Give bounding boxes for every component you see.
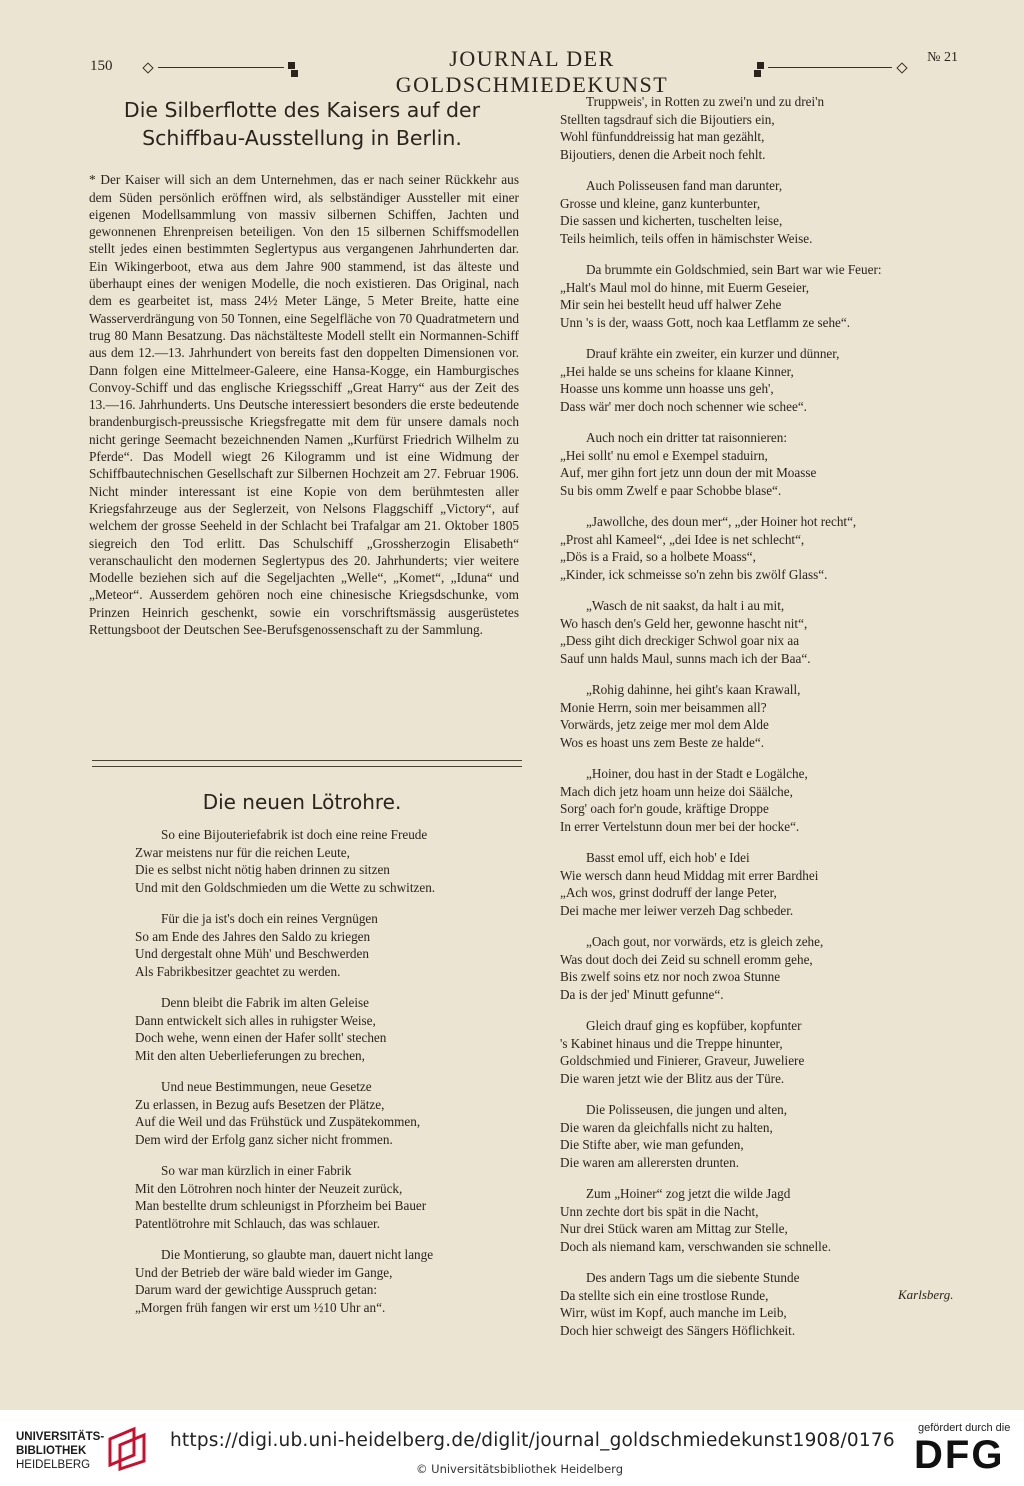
poem-stanza xyxy=(135,910,535,980)
poem-line: „Hei halde se uns scheins for klaane Kinner, xyxy=(560,363,794,379)
poem-line: Da is der jed' Minutt gefunne“. xyxy=(560,986,724,1002)
title-line-1: Die Silberflotte des Kaisers auf der xyxy=(123,98,481,122)
poem-line: Patentlötrohre mit Schlauch, das was schlauer. xyxy=(135,1215,381,1231)
header-rule-left xyxy=(158,67,284,68)
poem-line: Mit den Lötrohren noch hinter der Neuzeit zurück, xyxy=(135,1180,403,1196)
library-emblem-icon xyxy=(104,1425,154,1471)
poem-line: Stellten tagsdrauf sich die Bijoutiers ein, xyxy=(560,111,775,127)
poem-stanza xyxy=(135,994,535,1064)
author-signature: Karlsberg. xyxy=(898,1287,954,1302)
poem-line: „Kinder, ick schmeisse so'n zehn bis zwölf Glass“. xyxy=(560,566,828,582)
poem-line: „Oach gout, nor vorwärds, etz is gleich zehe, xyxy=(586,934,824,949)
library-name-line-1: UNIVERSITÄTS- xyxy=(16,1431,105,1443)
poem-stanza xyxy=(135,1078,535,1148)
poem-column-right xyxy=(560,93,970,1353)
poem-stanza xyxy=(560,597,970,667)
poem-line: Wie wersch dann heud Middag mit errer Bardhei xyxy=(560,867,819,883)
poem-line: Unn 's is der, waass Gott, noch kaa Letflamm ze sehe“. xyxy=(560,314,851,330)
poem-line: Goldschmied und Finierer, Graveur, Juweliere xyxy=(560,1053,805,1068)
poem-line: Darum ward der gewichtige Ausspruch getan: xyxy=(135,1282,378,1297)
poem-stanza xyxy=(560,1101,970,1171)
poem-stanza xyxy=(560,513,970,583)
poem-line: Doch als niemand kam, verschwanden sie schnelle. xyxy=(560,1238,831,1254)
copyright-notice: © Universitätsbibliothek Heidelberg xyxy=(416,1462,624,1476)
poem-line: Und mit den Goldschmieden um die Wette zu schwitzen. xyxy=(135,879,436,895)
article-title-silberflotte xyxy=(92,96,512,152)
page-header xyxy=(60,44,970,97)
poem-line: Denn bleibt die Fabrik im alten Geleise xyxy=(161,995,370,1010)
poem-stanza xyxy=(560,765,970,835)
poem-line: Grosse und kleine, ganz kunterbunter, xyxy=(560,195,761,211)
article-title-loetrohre: Die neuen Lötrohre. xyxy=(202,790,402,814)
poem-column-left xyxy=(135,826,535,1330)
poem-line: Die sassen und kicherten, tuschelten leise, xyxy=(560,213,783,228)
poem-line: Dass wär' mer doch noch schenner wie schee“. xyxy=(560,398,807,414)
poem-line: Was dout doch dei Zeid su schnell eromm gehe, xyxy=(560,951,813,967)
poem-line: Zwar meistens nur für die reichen Leute, xyxy=(135,844,350,860)
poem-stanza xyxy=(560,429,970,499)
poem-line: Sorg' oach for'n goude, kräftige Droppe xyxy=(560,801,769,816)
poem-line: Als Fabrikbesitzer geachtet zu werden. xyxy=(135,963,341,979)
poem-line: „Dess giht dich dreckiger Schwol goar nix aa xyxy=(560,633,800,648)
poem-line: Monie Herrn, soin mer beisammen all? xyxy=(560,699,767,715)
journal-title: JOURNAL DER GOLDSCHMIEDEKUNST xyxy=(395,46,669,97)
ornament-square-icon xyxy=(291,70,298,77)
dfg-logo[interactable]: DFG xyxy=(914,1433,1005,1477)
poem-line: Und dergestalt ohne Müh' und Beschwerden xyxy=(135,946,369,961)
poem-line: Die waren am allerersten drunten. xyxy=(560,1154,740,1170)
poem-line: Zu erlassen, in Bezug aufs Besetzen der Plätze, xyxy=(135,1096,385,1112)
poem-stanza xyxy=(560,933,970,1003)
poem-stanza xyxy=(560,1017,970,1087)
poem-line: Die Montierung, so glaubte man, dauert nicht lange xyxy=(161,1247,434,1262)
title-line-2: Schiffbau-Ausstellung in Berlin. xyxy=(142,126,462,150)
poem-line: Hoasse uns komme unn hoasse uns geh', xyxy=(560,381,774,396)
poem-line: Mach dich jetz hoam unn heize doi Säälche, xyxy=(560,783,793,799)
ornament-square-icon xyxy=(288,62,295,69)
document-url-link[interactable]: https://digi.ub.uni-heidelberg.de/diglit/journal_goldschmiedekunst1908/0176 xyxy=(170,1430,895,1451)
poem-line: „Prost ahl Kameel“, „dei Idee is net schlecht“, xyxy=(560,531,805,547)
poem-line: 's Kabinet hinaus und die Treppe hinunter, xyxy=(560,1035,783,1051)
header-rule-right xyxy=(768,67,892,68)
poem-line: Auch Polisseusen fand man darunter, xyxy=(586,178,783,193)
poem-stanza xyxy=(560,1185,970,1255)
poem-line: Die Polisseusen, die jungen und alten, xyxy=(586,1102,788,1117)
poem-line: Bijoutiers, denen die Arbeit noch fehlt. xyxy=(560,146,766,162)
library-name-line-2: BIBLIOTHEK xyxy=(16,1445,87,1457)
poem-line: Sauf unn halds Maul, sunns mach ich der Baa“. xyxy=(560,650,811,666)
poem-line: In errer Vertelstunn doun mer bei der hocke“. xyxy=(560,818,800,834)
ornament-square-icon xyxy=(754,70,761,77)
poem-line: Nur drei Stück waren am Mittag zur Stelle, xyxy=(560,1221,788,1236)
poem-line: „Halt's Maul mol do hinne, mit Euerm Geseier, xyxy=(560,279,810,295)
section-divider xyxy=(92,760,522,761)
poem-stanza xyxy=(560,849,970,919)
poem-line: Gleich drauf ging es kopfüber, kopfunter xyxy=(586,1018,802,1033)
library-name-line-3: HEIDELBERG xyxy=(16,1459,91,1471)
poem-stanza xyxy=(560,93,970,163)
poem-line: Und neue Bestimmungen, neue Gesetze xyxy=(161,1079,372,1094)
poem-line: Mit den alten Ueberlieferungen zu brechen, xyxy=(135,1047,365,1063)
poem-line: Dann entwickelt sich alles in ruhigster Weise, xyxy=(135,1012,376,1028)
library-logo[interactable] xyxy=(16,1430,104,1472)
poem-line: Auf, mer gihn fort jetz unn doun der mit Moasse xyxy=(560,465,817,480)
poem-line: Drauf krähte ein zweiter, ein kurzer und dünner, xyxy=(586,346,840,361)
poem-stanza xyxy=(135,826,535,896)
poem-line: Su bis omm Zwelf e paar Schobbe blase“. xyxy=(560,482,782,498)
poem-stanza xyxy=(560,177,970,247)
poem-line: Die waren da gleichfalls nicht zu halten, xyxy=(560,1119,773,1135)
poem-line: So eine Bijouteriefabrik ist doch eine reine Freude xyxy=(161,827,428,842)
issue-number: № 21 xyxy=(927,50,958,65)
poem-line: Unn zechte dort bis spät in die Nacht, xyxy=(560,1203,759,1219)
poem-line: Da stellte sich ein eine trostlose Runde, xyxy=(560,1287,769,1303)
poem-line: Doch hier schweigt des Sängers Höflichkeit. xyxy=(560,1322,796,1338)
poem-line: „Jawollche, des doun mer“, „der Hoiner hot recht“, xyxy=(586,514,857,529)
poem-line: Man bestellte drum schleunigst in Pforzheim bei Bauer xyxy=(135,1198,427,1213)
poem-stanza xyxy=(560,345,970,415)
poem-line: Des andern Tags um die siebente Stunde xyxy=(586,1270,800,1285)
poem-line: Wirr, wüst im Kopf, auch manche im Leib, xyxy=(560,1305,787,1320)
poem-line: „Morgen früh fangen wir erst um ½10 Uhr an“. xyxy=(135,1299,386,1315)
poem-line: Dei mache mer leiwer verzeh Dag schbeder. xyxy=(560,902,794,918)
poem-line: Teils heimlich, teils offen in hämischster Weise. xyxy=(560,230,813,246)
poem-stanza xyxy=(560,681,970,751)
poem-line: Basst emol uff, eich hob' e Idei xyxy=(586,850,750,865)
article-body-silberflotte: * Der Kaiser will sich an dem Unternehmen, das er nach seiner Rückkehr aus dem Süden persönlich eröffnen wird, als selbständiger Aussteller mit einer eigenen Modellsammlung von massiv silbernen Schiffen, Jachten und gewonnenen Ehrenpreisen beteiligen. Von den 15 silbernen Schiffsmodellen stellt jedes einen bestimmten Seglertypus aus vergangenen Jahrhunderten dar. Ein Wikingerboot, etwa aus dem Jahre 900 stammend, ist das älteste und überhaupt eines der wenigen Modelle, die noch existieren. Das Original, nach dem es gearbeitet ist, mass 24½ Meter Länge, 5 Meter Breite, hatte eine Wasserverdrängung von 50 Tonnen, eine Segelfläche von 70 Quadratmetern und trug 80 Mann Besatzung. Das nächstälteste Modell stellt ein Normannen-Schiff aus dem 12.—13. Jahrhundert von bereits fast den doppelten Dimensionen vor. Dann folgen eine Mittelmeer-Galeere, eine Hansa-Kogge, ein Hamburgisches Convoy-Schiff und das englische Kriegsschiff „Great Harry“ aus der Zeit des 13.—16. Jahrhunderts. Uns Deutsche interessiert besonders die erste bedeutende brandenburgisch-preussische Kriegsfregatte mit dem für unsere damals noch nicht geringe Seemacht bezeichnenden Namen „Kurfürst Friedrich Wilhelm zu Pferde“. Das Modell wiegt 26 Kilogramm und ist eine Widmung der Schiffbautechnischen Gesellschaft zur Silbernen Hochzeit am 27. Februar 1906. Nicht minder interessant ist eine Kopie von dem berühmtesten aller Kriegsfahrzeuge aus der Seglerzeit, von Nelsons Flaggschiff „Victory“, auf welchem der grosse Seeheld in der Schlacht bei Trafalgar am 21. Oktober 1805 siegreich den Tod erlitt. Das Schulschiff „Grossherzogin Elisabeth“ veranschaulicht den modernen Seglertypus des 20. Jahrhunderts; vier weitere Modelle beziehen sich auf die Segeljachten „Welle“, „Komet“, „Iduna“ und „Meteor“. Ausserdem gehören noch eine chinesische Kriegsdschunke, vom Prinzen Heinrich geschenkt, sowie ein vorschriftsmässig ausgerüstetes Rettungsboot der Deutschen See-Berufsgenossenschaft zu der Sammlung. xyxy=(89,172,519,638)
poem-line: Truppweis', in Rotten zu zwei'n und zu drei'n xyxy=(586,94,825,109)
poem-line: „Dös is a Fraid, so a holbete Moass“, xyxy=(560,549,756,564)
poem-line: Wos es hoast uns zem Beste ze halde“. xyxy=(560,734,765,750)
viewer-footer xyxy=(0,1410,1024,1486)
poem-line: Dem wird der Erfolg ganz sicher nicht frommen. xyxy=(135,1131,393,1147)
poem-line: So war man kürzlich in einer Fabrik xyxy=(161,1163,352,1178)
poem-line: Die es selbst nicht nötig haben drinnen zu sitzen xyxy=(135,862,390,877)
poem-line: Und der Betrieb der wäre bald wieder im Gange, xyxy=(135,1264,393,1280)
poem-line: Wohl fünfunddreissig hat man gezählt, xyxy=(560,129,765,144)
poem-line: „Hei sollt' nu emol e Exempel staduirn, xyxy=(560,447,768,463)
poem-line: „Hoiner, dou hast in der Stadt e Logälche, xyxy=(586,766,808,781)
poem-line: „Wasch de nit saakst, da halt i au mit, xyxy=(586,598,785,613)
poem-line: Die waren jetzt wie der Blitz aus der Türe. xyxy=(560,1070,785,1086)
poem-line: Für die ja ist's doch ein reines Vergnügen xyxy=(161,911,378,926)
poem-stanza xyxy=(135,1246,535,1316)
poem-line: Mir sein hei bestellt heud uff halwer Zehe xyxy=(560,297,782,312)
funding-label: gefördert durch die xyxy=(918,1422,1011,1434)
section-divider xyxy=(92,766,522,767)
page-number: 150 xyxy=(90,58,113,74)
poem-line: Doch wehe, wenn einen der Hafer sollt' stechen xyxy=(135,1030,387,1045)
poem-stanza xyxy=(135,1162,535,1232)
poem-line: Vorwärds, jetz zeige mer mol dem Alde xyxy=(560,717,769,732)
poem-line: Die Stifte aber, wie man gefunden, xyxy=(560,1137,744,1152)
poem-stanza xyxy=(560,261,970,331)
poem-line: So am Ende des Jahres den Saldo zu kriegen xyxy=(135,928,371,944)
poem-line: Auch noch ein dritter tat raisonnieren: xyxy=(586,430,788,445)
poem-line: Wo hasch den's Geld her, gewonne hascht nit“, xyxy=(560,615,808,631)
poem-stanza xyxy=(560,1269,970,1339)
poem-line: „Ach wos, grinst dodruff der lange Peter, xyxy=(560,885,777,900)
poem-line: „Rohig dahinne, hei giht's kaan Krawall, xyxy=(586,682,801,697)
ornament-square-icon xyxy=(757,62,764,69)
ornament-diamond-icon xyxy=(142,62,153,73)
poem-line: Bis zwelf soins etz nor noch zwoa Stunne xyxy=(560,969,781,984)
poem-line: Auf die Weil und das Frühstück und Zuspätekommen, xyxy=(135,1114,421,1129)
poem-line: Zum „Hoiner“ zog jetzt die wilde Jagd xyxy=(586,1186,791,1201)
ornament-diamond-icon xyxy=(896,62,907,73)
poem-line: Da brummte ein Goldschmied, sein Bart war wie Feuer: xyxy=(586,262,882,277)
